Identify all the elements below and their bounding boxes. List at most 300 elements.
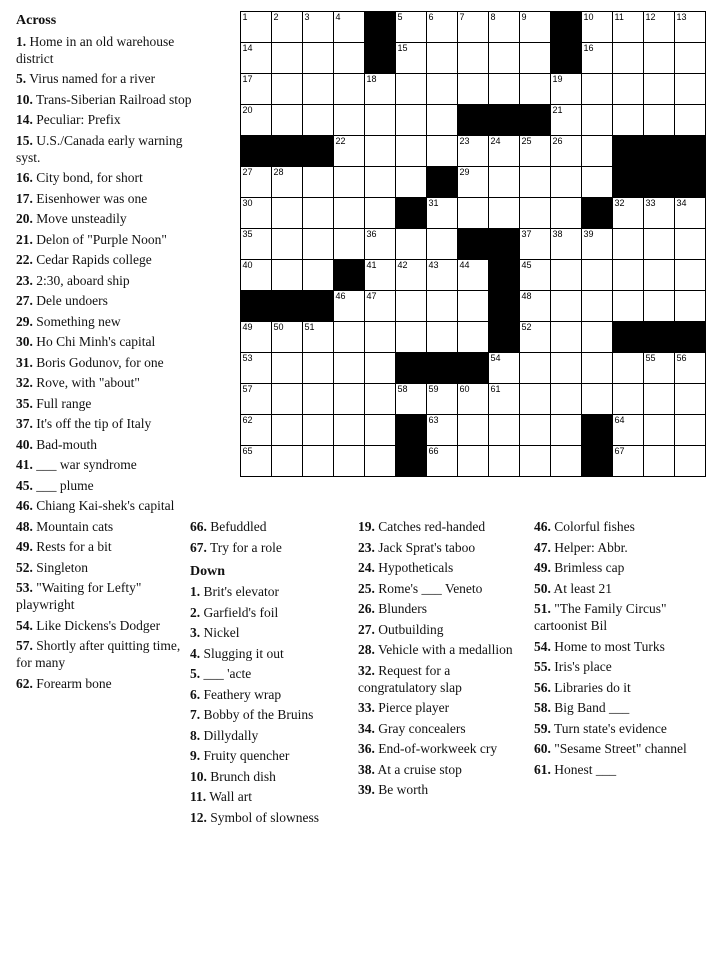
grid-block-cell xyxy=(241,136,272,167)
clue-number: 58. xyxy=(534,700,551,715)
grid-cell[interactable] xyxy=(427,198,458,229)
grid-cell[interactable] xyxy=(551,415,582,446)
clue-text: Vehicle with a medallion xyxy=(374,642,513,657)
grid-cell-number: 50 xyxy=(273,322,284,332)
grid-cell[interactable] xyxy=(644,260,675,291)
across-clue[interactable] xyxy=(16,313,192,330)
grid-cell[interactable] xyxy=(272,229,303,260)
grid-cell[interactable] xyxy=(675,12,706,43)
grid-cell[interactable] xyxy=(582,136,613,167)
down-clue[interactable] xyxy=(358,740,528,757)
across-clue[interactable] xyxy=(16,272,192,289)
grid-cell[interactable] xyxy=(241,43,272,74)
grid-cell[interactable] xyxy=(427,415,458,446)
grid-cell[interactable] xyxy=(458,74,489,105)
grid-cell[interactable] xyxy=(396,105,427,136)
grid-cell[interactable] xyxy=(613,291,644,322)
grid-cell[interactable] xyxy=(520,12,551,43)
grid-cell[interactable] xyxy=(675,353,706,384)
grid-cell[interactable] xyxy=(613,384,644,415)
grid-cell[interactable] xyxy=(396,291,427,322)
grid-cell[interactable] xyxy=(272,167,303,198)
down-clue[interactable] xyxy=(190,686,360,703)
grid-cell[interactable] xyxy=(241,446,272,477)
grid-cell[interactable] xyxy=(551,260,582,291)
down-clue[interactable] xyxy=(534,638,720,655)
across-clue[interactable] xyxy=(190,518,360,535)
grid-cell[interactable] xyxy=(551,322,582,353)
crossword-grid[interactable] xyxy=(240,11,706,477)
down-clue[interactable] xyxy=(190,809,360,826)
grid-cell[interactable] xyxy=(644,43,675,74)
across-clue[interactable] xyxy=(190,539,360,556)
grid-block-cell xyxy=(551,43,582,74)
grid-cell[interactable] xyxy=(613,105,644,136)
grid-cell[interactable] xyxy=(675,291,706,322)
grid-cell[interactable] xyxy=(520,136,551,167)
grid-cell[interactable] xyxy=(241,229,272,260)
grid-cell[interactable] xyxy=(334,43,365,74)
grid-cell[interactable] xyxy=(644,12,675,43)
down-clue[interactable] xyxy=(190,665,360,682)
down-clue[interactable] xyxy=(190,583,360,600)
grid-cell[interactable] xyxy=(427,105,458,136)
grid-cell[interactable] xyxy=(365,291,396,322)
across-clue[interactable] xyxy=(16,497,192,514)
across-clue[interactable] xyxy=(16,292,192,309)
clue-number: 26. xyxy=(358,601,375,616)
grid-cell[interactable] xyxy=(427,43,458,74)
grid-cell[interactable] xyxy=(520,229,551,260)
grid-cell[interactable] xyxy=(551,167,582,198)
grid-cell[interactable] xyxy=(613,446,644,477)
grid-cell[interactable] xyxy=(489,384,520,415)
across-clue[interactable] xyxy=(16,579,192,613)
grid-cell[interactable] xyxy=(396,229,427,260)
grid-block-cell xyxy=(675,136,706,167)
grid-cell[interactable] xyxy=(613,12,644,43)
grid-cell[interactable] xyxy=(334,12,365,43)
down-clue[interactable] xyxy=(534,740,720,757)
grid-cell[interactable] xyxy=(396,136,427,167)
grid-cell[interactable] xyxy=(241,415,272,446)
grid-cell[interactable] xyxy=(551,384,582,415)
grid-cell[interactable] xyxy=(396,322,427,353)
grid-cell[interactable] xyxy=(644,353,675,384)
grid-cell[interactable] xyxy=(644,415,675,446)
grid-cell[interactable] xyxy=(675,229,706,260)
grid-cell[interactable] xyxy=(365,105,396,136)
grid-cell[interactable] xyxy=(396,43,427,74)
grid-cell[interactable] xyxy=(365,415,396,446)
across-clue[interactable] xyxy=(16,33,192,67)
grid-cell-number: 46 xyxy=(335,291,346,301)
grid-cell[interactable] xyxy=(272,43,303,74)
grid-cell[interactable] xyxy=(458,43,489,74)
down-clue[interactable] xyxy=(358,621,528,638)
grid-cell[interactable] xyxy=(489,12,520,43)
down-clue[interactable] xyxy=(358,699,528,716)
grid-cell[interactable] xyxy=(675,384,706,415)
grid-cell[interactable] xyxy=(551,446,582,477)
grid-cell[interactable] xyxy=(396,167,427,198)
grid-cell[interactable] xyxy=(458,415,489,446)
across-clue[interactable] xyxy=(16,169,192,186)
grid-cell[interactable] xyxy=(365,74,396,105)
down-clue[interactable] xyxy=(534,761,720,778)
clue-text: Be worth xyxy=(374,782,429,797)
grid-cell[interactable] xyxy=(458,322,489,353)
across-clue[interactable] xyxy=(16,477,192,494)
clue-number: 4. xyxy=(190,645,201,661)
across-clue[interactable] xyxy=(16,210,192,227)
down-clue[interactable] xyxy=(358,781,528,798)
grid-cell[interactable] xyxy=(427,260,458,291)
across-clue[interactable] xyxy=(16,436,192,453)
down-clue[interactable] xyxy=(358,641,528,658)
grid-cell[interactable] xyxy=(489,74,520,105)
grid-cell[interactable] xyxy=(396,384,427,415)
grid-cell[interactable] xyxy=(241,353,272,384)
grid-cell[interactable] xyxy=(427,12,458,43)
grid-cell[interactable] xyxy=(272,384,303,415)
grid-cell[interactable] xyxy=(272,260,303,291)
grid-cell[interactable] xyxy=(272,198,303,229)
grid-cell[interactable] xyxy=(613,74,644,105)
grid-cell[interactable] xyxy=(675,74,706,105)
down-clue[interactable] xyxy=(534,658,720,675)
across-clue[interactable] xyxy=(16,251,192,268)
down-clue[interactable] xyxy=(190,645,360,662)
grid-cell[interactable] xyxy=(303,322,334,353)
grid-cell[interactable] xyxy=(303,198,334,229)
grid-cell[interactable] xyxy=(241,260,272,291)
grid-cell[interactable] xyxy=(334,105,365,136)
clue-text: Like Dickens's Dodger xyxy=(32,617,161,633)
down-clue[interactable] xyxy=(358,518,528,535)
grid-cell[interactable] xyxy=(520,322,551,353)
grid-cell[interactable] xyxy=(489,415,520,446)
grid-cell[interactable] xyxy=(458,384,489,415)
clue-number: 10. xyxy=(190,768,207,784)
clue-text: Boris Godunov, for one xyxy=(32,354,164,370)
grid-cell[interactable] xyxy=(396,74,427,105)
grid-cell[interactable] xyxy=(675,105,706,136)
down-clue[interactable] xyxy=(534,518,720,535)
grid-cell[interactable] xyxy=(334,229,365,260)
grid-cell[interactable] xyxy=(520,167,551,198)
down-clue[interactable] xyxy=(358,600,528,617)
grid-cell[interactable] xyxy=(582,43,613,74)
grid-cell[interactable] xyxy=(551,353,582,384)
clue-number: 54. xyxy=(534,638,551,654)
down-clue[interactable] xyxy=(358,761,528,778)
grid-cell[interactable] xyxy=(613,415,644,446)
grid-cell[interactable] xyxy=(613,43,644,74)
grid-cell[interactable] xyxy=(272,74,303,105)
grid-cell[interactable] xyxy=(644,198,675,229)
across-clue[interactable] xyxy=(16,518,192,535)
grid-cell[interactable] xyxy=(334,167,365,198)
down-clue[interactable] xyxy=(190,624,360,641)
across-clue[interactable] xyxy=(16,415,192,432)
grid-cell[interactable] xyxy=(551,74,582,105)
grid-cell[interactable] xyxy=(520,384,551,415)
down-clue[interactable] xyxy=(534,699,720,716)
grid-cell[interactable] xyxy=(334,415,365,446)
grid-cell[interactable] xyxy=(675,260,706,291)
grid-cell-number: 61 xyxy=(490,384,501,394)
grid-cell[interactable] xyxy=(334,353,365,384)
across-clue[interactable] xyxy=(16,675,192,692)
grid-cell[interactable] xyxy=(303,43,334,74)
grid-cell-number: 48 xyxy=(521,291,532,301)
grid-cell[interactable] xyxy=(427,322,458,353)
grid-cell[interactable] xyxy=(334,384,365,415)
down-clue[interactable] xyxy=(190,727,360,744)
across-clue[interactable] xyxy=(16,559,192,576)
grid-cell[interactable] xyxy=(272,322,303,353)
grid-cell[interactable] xyxy=(272,415,303,446)
across-clue[interactable] xyxy=(16,456,192,473)
grid-cell[interactable] xyxy=(427,384,458,415)
down-clue[interactable] xyxy=(190,604,360,621)
down-clue[interactable] xyxy=(534,600,720,634)
grid-block-cell xyxy=(489,322,520,353)
crossword-grid-table[interactable] xyxy=(240,11,706,477)
across-clue[interactable] xyxy=(16,70,192,87)
down-clue[interactable] xyxy=(534,580,720,597)
grid-cell[interactable] xyxy=(365,229,396,260)
grid-cell[interactable] xyxy=(427,291,458,322)
grid-cell[interactable] xyxy=(551,198,582,229)
grid-cell[interactable] xyxy=(582,229,613,260)
grid-cell[interactable] xyxy=(365,167,396,198)
clue-text: Request for a congratulatory slap xyxy=(358,662,462,695)
grid-cell[interactable] xyxy=(582,260,613,291)
grid-cell[interactable] xyxy=(365,384,396,415)
grid-cell[interactable] xyxy=(303,74,334,105)
grid-cell[interactable] xyxy=(582,105,613,136)
grid-cell[interactable] xyxy=(365,260,396,291)
grid-cell[interactable] xyxy=(675,198,706,229)
grid-cell[interactable] xyxy=(272,446,303,477)
across-clue[interactable] xyxy=(16,333,192,350)
grid-cell-number: 59 xyxy=(428,384,439,394)
across-clue[interactable] xyxy=(16,231,192,248)
down-clue[interactable] xyxy=(358,720,528,737)
grid-cell[interactable] xyxy=(427,74,458,105)
grid-cell[interactable] xyxy=(520,415,551,446)
grid-cell[interactable] xyxy=(365,446,396,477)
grid-cell[interactable] xyxy=(613,198,644,229)
grid-cell[interactable] xyxy=(272,12,303,43)
grid-cell[interactable] xyxy=(334,291,365,322)
grid-cell[interactable] xyxy=(644,291,675,322)
clue-text: Chiang Kai-shek's capital xyxy=(32,498,175,514)
down-clue[interactable] xyxy=(190,788,360,805)
grid-cell[interactable] xyxy=(644,446,675,477)
across-clue[interactable] xyxy=(16,374,192,391)
grid-cell[interactable] xyxy=(241,74,272,105)
clue-text: Home in an old warehouse district xyxy=(16,33,175,66)
grid-cell[interactable] xyxy=(551,105,582,136)
grid-cell[interactable] xyxy=(241,384,272,415)
grid-cell[interactable] xyxy=(613,229,644,260)
grid-cell[interactable] xyxy=(520,43,551,74)
grid-cell[interactable] xyxy=(582,353,613,384)
down-clue[interactable] xyxy=(358,662,528,696)
grid-cell[interactable] xyxy=(303,446,334,477)
grid-cell-number: 36 xyxy=(366,229,377,239)
grid-cell[interactable] xyxy=(520,291,551,322)
grid-cell[interactable] xyxy=(644,74,675,105)
grid-cell[interactable] xyxy=(303,229,334,260)
grid-cell[interactable] xyxy=(458,12,489,43)
down-clue[interactable] xyxy=(534,679,720,696)
grid-cell[interactable] xyxy=(303,167,334,198)
grid-cell[interactable] xyxy=(675,446,706,477)
grid-cell[interactable] xyxy=(272,105,303,136)
grid-cell[interactable] xyxy=(303,415,334,446)
grid-cell[interactable] xyxy=(458,198,489,229)
down-clue[interactable] xyxy=(358,559,528,576)
grid-cell[interactable] xyxy=(396,260,427,291)
grid-cell-number: 55 xyxy=(645,353,656,363)
down-clue[interactable] xyxy=(534,539,720,556)
grid-cell-number: 42 xyxy=(397,260,408,270)
grid-cell[interactable] xyxy=(365,198,396,229)
down-clue[interactable] xyxy=(534,559,720,576)
grid-cell[interactable] xyxy=(334,322,365,353)
clue-text: Something new xyxy=(32,313,121,329)
grid-cell[interactable] xyxy=(489,198,520,229)
grid-cell[interactable] xyxy=(458,446,489,477)
grid-block-cell xyxy=(458,353,489,384)
grid-cell[interactable] xyxy=(458,260,489,291)
across-clue[interactable] xyxy=(16,538,192,555)
grid-cell[interactable] xyxy=(241,167,272,198)
grid-cell[interactable] xyxy=(365,353,396,384)
grid-block-cell xyxy=(458,105,489,136)
grid-cell[interactable] xyxy=(303,353,334,384)
grid-cell[interactable] xyxy=(520,446,551,477)
grid-cell[interactable] xyxy=(334,136,365,167)
grid-cell[interactable] xyxy=(489,43,520,74)
grid-cell[interactable] xyxy=(303,260,334,291)
grid-cell[interactable] xyxy=(582,74,613,105)
grid-cell[interactable] xyxy=(365,136,396,167)
clue-number: 33. xyxy=(358,700,375,715)
grid-cell[interactable] xyxy=(520,74,551,105)
grid-cell[interactable] xyxy=(675,43,706,74)
grid-cell[interactable] xyxy=(551,291,582,322)
grid-cell[interactable] xyxy=(489,446,520,477)
grid-cell[interactable] xyxy=(582,322,613,353)
grid-cell[interactable] xyxy=(458,167,489,198)
grid-block-cell xyxy=(427,167,458,198)
grid-cell[interactable] xyxy=(241,105,272,136)
grid-block-cell xyxy=(489,105,520,136)
grid-cell[interactable] xyxy=(427,446,458,477)
clue-text: "The Family Circus" cartoonist Bil xyxy=(534,601,667,633)
grid-cell[interactable] xyxy=(334,446,365,477)
grid-cell-number: 2 xyxy=(273,12,279,22)
across-clue[interactable] xyxy=(16,637,192,671)
grid-cell[interactable] xyxy=(427,229,458,260)
grid-cell-number: 15 xyxy=(397,43,408,53)
grid-cell[interactable] xyxy=(334,198,365,229)
grid-cell[interactable] xyxy=(303,12,334,43)
grid-cell[interactable] xyxy=(458,291,489,322)
grid-cell[interactable] xyxy=(644,105,675,136)
down-heading: Down xyxy=(190,563,226,579)
grid-cell[interactable] xyxy=(582,12,613,43)
grid-cell[interactable] xyxy=(303,384,334,415)
clue-number: 61. xyxy=(534,761,551,777)
grid-cell[interactable] xyxy=(427,136,458,167)
clue-text: ___ 'acte xyxy=(200,666,252,682)
down-clue[interactable] xyxy=(190,747,360,764)
clue-text: Rove, with "about" xyxy=(32,375,140,391)
across-clue[interactable] xyxy=(16,111,192,128)
grid-cell[interactable] xyxy=(241,322,272,353)
grid-cell[interactable] xyxy=(582,167,613,198)
across-clue[interactable] xyxy=(16,617,192,634)
grid-cell[interactable] xyxy=(241,198,272,229)
grid-cell[interactable] xyxy=(489,136,520,167)
down-clue[interactable] xyxy=(358,580,528,597)
grid-cell[interactable] xyxy=(644,384,675,415)
grid-cell[interactable] xyxy=(396,12,427,43)
down-clue[interactable] xyxy=(358,539,528,556)
across-clue[interactable] xyxy=(16,354,192,371)
grid-cell[interactable] xyxy=(582,384,613,415)
grid-cell[interactable] xyxy=(489,167,520,198)
clue-text: Garfield's foil xyxy=(200,604,279,620)
grid-cell[interactable] xyxy=(365,322,396,353)
grid-cell[interactable] xyxy=(551,136,582,167)
grid-cell[interactable] xyxy=(644,229,675,260)
grid-cell[interactable] xyxy=(241,12,272,43)
clue-number: 14. xyxy=(16,112,33,128)
grid-cell[interactable] xyxy=(520,198,551,229)
down-clue[interactable] xyxy=(534,720,720,737)
grid-cell[interactable] xyxy=(582,291,613,322)
across-clue[interactable] xyxy=(16,395,192,412)
down-clue[interactable] xyxy=(190,706,360,723)
grid-cell[interactable] xyxy=(613,260,644,291)
grid-cell[interactable] xyxy=(272,353,303,384)
grid-block-cell xyxy=(613,167,644,198)
grid-cell[interactable] xyxy=(551,229,582,260)
grid-block-cell xyxy=(644,136,675,167)
across-clue[interactable] xyxy=(16,91,192,108)
down-clue[interactable] xyxy=(190,768,360,785)
grid-cell[interactable] xyxy=(520,260,551,291)
grid-cell[interactable] xyxy=(458,136,489,167)
grid-cell[interactable] xyxy=(303,105,334,136)
across-clue[interactable] xyxy=(16,190,192,207)
grid-cell[interactable] xyxy=(675,415,706,446)
grid-cell[interactable] xyxy=(489,353,520,384)
clue-number: 27. xyxy=(16,293,33,309)
clue-text: Gray concealers xyxy=(374,720,466,736)
grid-cell[interactable] xyxy=(334,74,365,105)
grid-cell[interactable] xyxy=(613,353,644,384)
across-clue[interactable] xyxy=(16,132,192,166)
grid-cell[interactable] xyxy=(520,353,551,384)
